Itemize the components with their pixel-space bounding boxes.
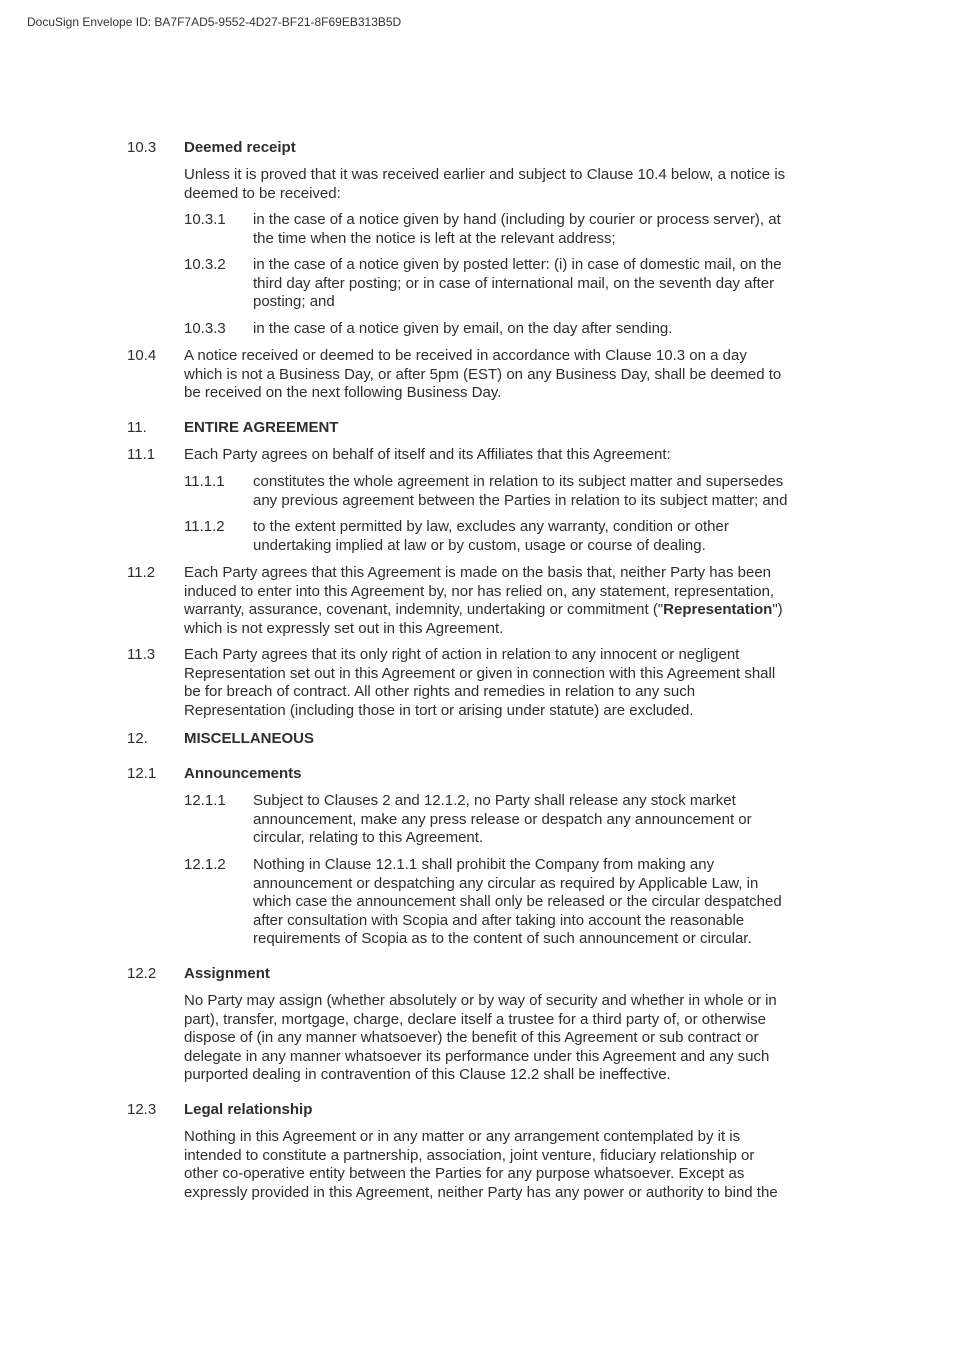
clause-number: 10.3.1 [184, 211, 226, 228]
text-line: purported dealing in contravention of this Clause 12.2 shall be ineffective. [184, 1066, 671, 1084]
text-line: constitutes the whole agreement in relation to its subject matter and supersedes [253, 473, 784, 490]
clause-number: 11.1 [127, 446, 156, 463]
docusign-envelope-id: DocuSign Envelope ID: BA7F7AD5-9552-4D27-BF21-8F69EB313B5D [27, 15, 402, 29]
clause-number: 12.1 [127, 765, 157, 782]
clause-heading: Legal relationship [184, 1101, 313, 1118]
clause-text [184, 446, 671, 465]
text-line: which is not a Business Day, or after 5pm (EST) on any Business Day, shall be deemed to [184, 365, 782, 383]
clause-text [253, 211, 781, 248]
text-line: Each Party agrees that this Agreement is made on the basis that, neither Party has been [184, 564, 772, 581]
clause-heading-block [184, 1101, 312, 1120]
text-line: in the case of a notice given by posted letter: (i) in case of domestic mail, on the [253, 256, 782, 273]
clause-number: 10.4 [127, 347, 157, 364]
text-segment: ") [772, 601, 783, 619]
clause-text [253, 518, 729, 555]
clause-number: 11.2 [127, 564, 156, 581]
text-line: other co-operative entity between the Parties for any purpose whatsoever. Except as [184, 1165, 745, 1183]
clause-heading-block [184, 730, 314, 749]
clause-text [253, 473, 787, 510]
clause-number: 11.3 [127, 646, 156, 663]
clause-number: 12.1.1 [184, 792, 226, 809]
text-line: Nothing in Clause 12.1.1 shall prohibit the Company from making any [253, 856, 715, 873]
text-line: announcement or despatching any circular as required by Applicable Law, in [253, 874, 759, 892]
text-line: requirements of Scopia as to the content of such announcement or circular. [253, 930, 752, 948]
clause-text [253, 792, 752, 848]
text-line: expressly provided in this Agreement, neither Party has any power or authority to bind the [184, 1183, 778, 1201]
clause-text [184, 992, 777, 1085]
clause-text [184, 1128, 778, 1202]
clause-text [253, 856, 782, 949]
text-line: Each Party agrees that its only right of action in relation to any innocent or negligent [184, 646, 740, 663]
text-line: A notice received or deemed to be received in accordance with Clause 10.3 on a day [184, 347, 747, 364]
text-line: after consultation with Scopia and after taking into account the reasonable [253, 911, 745, 929]
clause-number: 12.2 [127, 965, 157, 982]
clause-number: 11.1.1 [184, 473, 225, 490]
text-line: third day after posting; or in case of international mail, on the seventh day after [253, 274, 775, 292]
clause-number: 11. [127, 419, 147, 436]
text-line: undertaking implied at law or by custom, usage or course of dealing. [253, 536, 706, 554]
text-line: intended to constitute a partnership, association, joint venture, fiduciary relationship or [184, 1146, 755, 1164]
text-line: induced to enter into this Agreement by, nor has relied on, any statement, representation, [184, 582, 775, 600]
text-line: Unless it is proved that it was received earlier and subject to Clause 10.4 below, a notice is [184, 166, 786, 183]
clause-number: 10.3.2 [184, 256, 226, 273]
text-line: dispose of (in any manner whatsoever) the benefit of this Agreement or sub contract or [184, 1029, 759, 1047]
clause-heading: ENTIRE AGREEMENT [184, 419, 339, 436]
clause-number: 12. [127, 730, 148, 747]
text-line: the time when the notice is left at the relevant address; [253, 229, 616, 247]
text-line: in the case of a notice given by email, on the day after sending. [253, 320, 673, 337]
text-line: posting; and [253, 293, 335, 311]
text-line: deemed to be received: [184, 184, 341, 202]
text-line [184, 601, 783, 620]
clause-heading-block [184, 139, 296, 158]
text-line: to the extent permitted by law, excludes any warranty, condition or other [253, 518, 729, 535]
text-line: Representation set out in this Agreement or given in connection with this Agreement shall [184, 664, 776, 682]
text-line: Each Party agrees on behalf of itself and its Affiliates that this Agreement: [184, 446, 671, 463]
text-segment: warranty, assurance, covenant, indemnity, undertaking or commitment (" [184, 601, 664, 619]
clause-number: 10.3.3 [184, 320, 226, 337]
text-line: any previous agreement between the Parties in relation to its subject matter; and [253, 491, 788, 509]
clause-text [184, 166, 785, 203]
text-line: in the case of a notice given by hand (including by courier or process server), at [253, 211, 781, 228]
clause-text [253, 320, 672, 339]
clause-number: 10.3 [127, 139, 157, 156]
text-line: Subject to Clauses 2 and 12.1.2, no Party shall release any stock market [253, 792, 736, 809]
text-line: be received on the next following Business Day. [184, 384, 502, 402]
text-line: be for breach of contract. All other rights and remedies in relation to any such [184, 683, 696, 701]
text-line: which is not expressly set out in this Agreement. [184, 619, 504, 637]
clause-number: 11.1.2 [184, 518, 225, 535]
clause-text [253, 256, 782, 312]
clause-heading: MISCELLANEOUS [184, 730, 315, 747]
clause-text [184, 347, 781, 403]
clause-heading: Deemed receipt [184, 139, 296, 156]
text-line: which case the announcement shall only be released or the circular despatched [253, 893, 782, 911]
text-line: Nothing in this Agreement or in any matter or any arrangement contemplated by it is [184, 1128, 741, 1145]
clause-text [184, 564, 783, 638]
clause-text [184, 646, 775, 720]
clause-number: 12.3 [127, 1101, 157, 1118]
clause-heading-block [184, 765, 302, 784]
text-line: Representation (including those in tort or arising under statute) are excluded. [184, 701, 694, 719]
text-line: delegate in any manner whatsoever its performance under this Agreement and any such [184, 1047, 770, 1065]
defined-term: Representation [663, 601, 773, 619]
clause-heading: Assignment [184, 965, 270, 982]
text-line: circular, relating to this Agreement. [253, 829, 484, 847]
text-line: announcement, make any press release or despatch any announcement or [253, 810, 752, 828]
clause-heading-block [184, 965, 270, 984]
clause-heading: Announcements [184, 765, 302, 782]
clause-heading-block [184, 419, 338, 438]
clause-number: 12.1.2 [184, 856, 226, 873]
text-line: No Party may assign (whether absolutely or by way of security and whether in whole or in [184, 992, 777, 1009]
text-line: part), transfer, mortgage, charge, declare itself a trustee for a third party of, or otherwise [184, 1010, 766, 1028]
